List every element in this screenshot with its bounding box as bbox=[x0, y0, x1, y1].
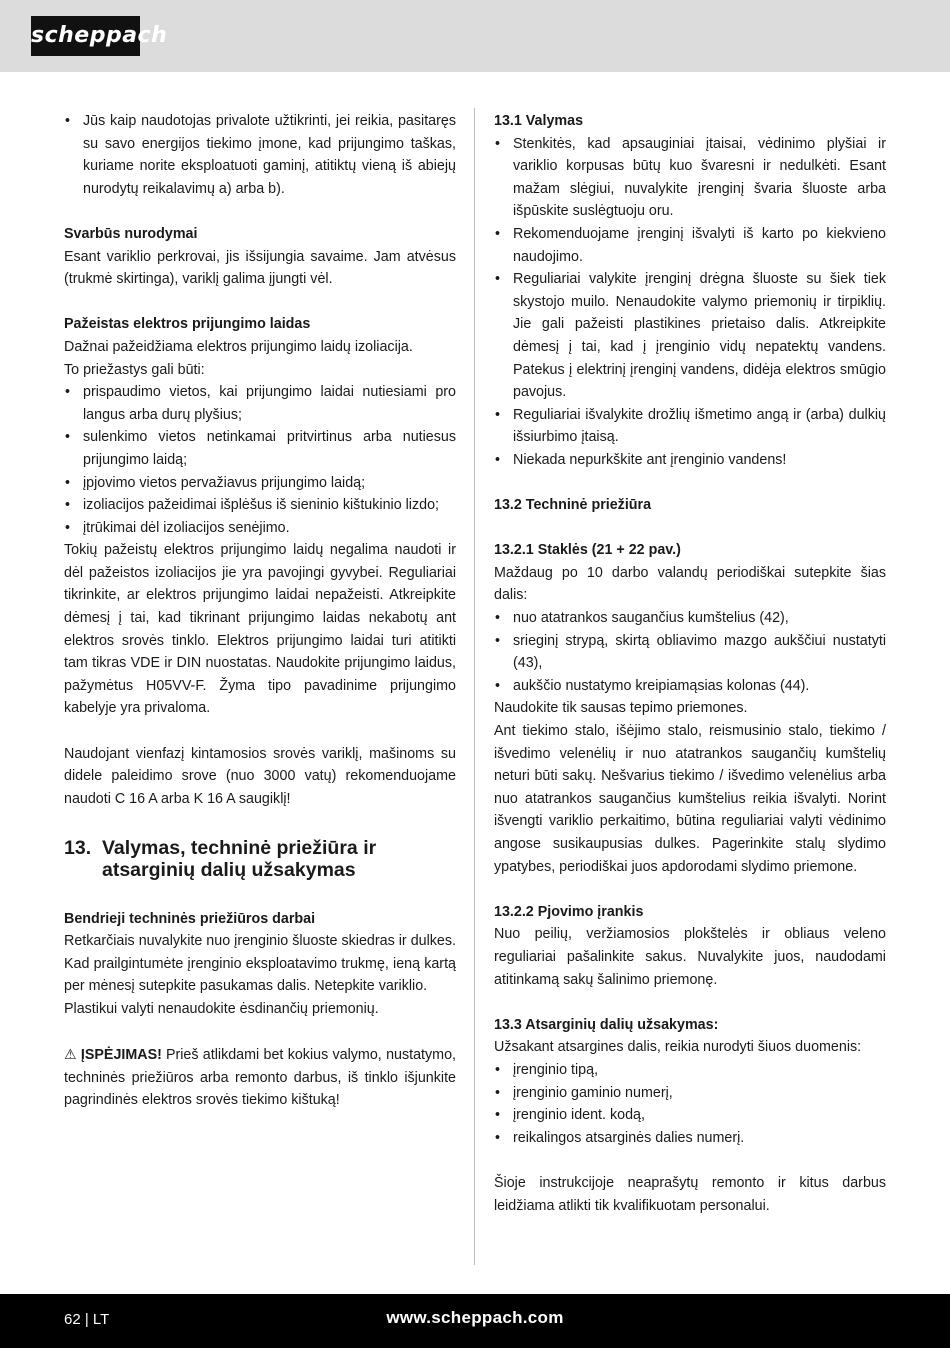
section-title-text: Valymas, techninė priežiūra ir atsarginių dalių užsakymas bbox=[102, 837, 377, 881]
cutting-tool-heading: 13.2.2 Pjovimo įrankis bbox=[494, 903, 644, 920]
stands-heading: 13.2.1 Staklės (21 + 22 pav.) bbox=[494, 542, 681, 559]
spare-parts-list bbox=[494, 1059, 886, 1149]
maintenance-heading: 13.2 Techninė priežiūra bbox=[494, 497, 652, 514]
cable-heading: Pažeistas elektros prijungimo laidas bbox=[64, 316, 311, 333]
left-column bbox=[64, 110, 456, 1112]
cutting-tool-text: Nuo peilių, veržiamosios plokštelės ir obliaus veleno reguliariai pašalinkite sakus. Nuvalykite juos, naudodami atitinkamą sakų šalinimo priemonę. bbox=[494, 926, 886, 988]
stands-list bbox=[494, 607, 886, 697]
right-column bbox=[494, 110, 886, 1217]
cleaning-list bbox=[494, 133, 886, 472]
warning-icon: ⚠ bbox=[64, 1046, 77, 1063]
warning-paragraph bbox=[64, 1043, 456, 1112]
section-title bbox=[64, 837, 456, 881]
list-item: • izoliacijos pažeidimai išplėšus iš sieninio kištukinio lizdo; bbox=[64, 494, 456, 517]
list-item: • Reguliariai valykite įrenginį drėgna šluoste su šiek tiek skystojo muilo. Nenaudokite valymo priemonių ir tirpiklių. Jie gali pažeisti plastikines prietaiso dalis. Atkreipkite dėmesį į tai, kad į įrenginio vidų nepatektų vandens. Patekus į elektrinį įrenginį vandens, didėja elektros smūgio pavojus. bbox=[494, 268, 886, 404]
list-item: • Niekada nepurkškite ant įrenginio vandens! bbox=[494, 449, 886, 472]
section-number: 13. bbox=[64, 837, 92, 859]
closing-text: Šioje instrukcijoje neaprašytų remonto ir kitus darbus leidžiama atlikti tik kvalifikuotam personalui. bbox=[494, 1174, 886, 1214]
list-item: • įrenginio tipą, bbox=[494, 1059, 886, 1082]
page-number: 62 | LT bbox=[64, 1311, 110, 1328]
spare-parts-heading: 13.3 Atsarginių dalių užsakymas: bbox=[494, 1016, 719, 1033]
list-item: • įtrūkimai dėl izoliacijos senėjimo. bbox=[64, 517, 456, 540]
warning-text: Prieš atlikdami bet kokius valymo, nustatymo, techninės priežiūros arba remonto darbus, iš tinklo išjunkite pagrindinės elektros srovės tiekimo kištuką! bbox=[64, 1047, 456, 1109]
general-maintenance-heading: Bendrieji techninės priežiūros darbai bbox=[64, 910, 316, 927]
list-item: • įrenginio ident. kodą, bbox=[494, 1104, 886, 1127]
motor-text: Naudojant vienfazį kintamosios srovės variklį, mašinoms su didele paleidimo srove (nuo 3000 vatų) rekomenduojame naudoti C 16 A arba K 16 A saugiklį! bbox=[64, 745, 456, 807]
cleaning-heading: 13.1 Valymas bbox=[494, 113, 584, 129]
list-item: • nuo atatrankos saugančius kumštelius (42), bbox=[494, 607, 886, 630]
warning-label: ĮSPĖJIMAS! bbox=[80, 1047, 162, 1064]
cable-text-1: Dažnai pažeidžiama elektros prijungimo laidų izoliacija. bbox=[64, 338, 413, 355]
stands-text-3: Ant tiekimo stalo, išėjimo stalo, reismusinio stalo, tiekimo / išvedimo velenėlių ir nuo atatrankos saugančių kumštelių neturi būti sakų. Nešvarius tiekimo / išvedimo velenėlius arba nuo atatrankos saugančius kumštelius reikia išvalyti. Norint išvengti variklio perkaitimo, būtina reguliariai valyti vėdinimo angose susikaupusias dulkes. Pagerinkite stalų slydimo ypatybes, periodiškai juos apdorodami slydimo priemone. bbox=[494, 723, 886, 875]
stands-text: Maždaug po 10 darbo valandų periodiškai sutepkite šias dalis: bbox=[494, 564, 886, 604]
general-text-2: Plastikui valyti nenaudokite ėsdinančių priemonių. bbox=[64, 1000, 379, 1017]
list-item: • įrenginio gaminio numerį, bbox=[494, 1082, 886, 1105]
important-text: Esant variklio perkrovai, jis išsijungia savaime. Jam atvėsus (trukmė skirtinga), variklį galima įjungti vėl. bbox=[64, 248, 456, 288]
intro-list bbox=[64, 110, 456, 200]
stands-text-2: Naudokite tik sausas tepimo priemones. bbox=[494, 700, 748, 717]
list-item: • sulenkimo vietos netinkamai pritvirtinus arba nutiesus prijungimo laidą; bbox=[64, 426, 456, 471]
brand-logo: scheppach bbox=[31, 16, 140, 56]
list-item: • Rekomenduojame įrenginį išvalyti iš karto po kiekvieno naudojimo. bbox=[494, 223, 886, 268]
cable-text-3: Tokių pažeistų elektros prijungimo laidų negalima naudoti ir dėl pažeistos izoliacijos jie yra pavojingi gyvybei. Reguliariai tikrinkite, ar elektros prijungimo laidai nepažeisti. Atkreipkite dėmesį į tai, kad tikrinant prijungimo laidas nekabotų ant elektros srovės tinklo. Elektros prijungimo laidai turi atitikti tam tikras VDE ir DIN nuostatas. Naudokite prijungimo laidus, pažymėtus H05VV-F. Žyma tipo pavadinime prijungimo kabelyje yra privaloma. bbox=[64, 542, 456, 717]
column-divider bbox=[474, 108, 475, 1265]
cable-text-2: To priežastys gali būti: bbox=[64, 361, 205, 378]
cable-causes-list bbox=[64, 381, 456, 539]
list-item: • Stenkitės, kad apsauginiai įtaisai, vėdinimo plyšiai ir variklio korpusas būtų kuo švaresni ir nedulkėti. Esant mažam slėgiui, nuvalykite įrenginį švaria šluoste arba išpūskite suslėgtuoju oru. bbox=[494, 133, 886, 223]
important-heading: Svarbūs nurodymai bbox=[64, 225, 198, 242]
page-header bbox=[0, 0, 950, 72]
list-item: • Reguliariai išvalykite drožlių išmetimo angą ir (arba) dulkių išsiurbimo įtaisą. bbox=[494, 404, 886, 449]
spare-parts-text: Užsakant atsargines dalis, reikia nurodyti šiuos duomenis: bbox=[494, 1039, 862, 1056]
list-item: • srieginį strypą, skirtą obliavimo mazgo aukščiui nustatyti (43), bbox=[494, 630, 886, 675]
list-item: • reikalingos atsarginės dalies numerį. bbox=[494, 1127, 886, 1150]
list-item: • prispaudimo vietos, kai prijungimo laidai nutiesiami pro langus arba durų plyšius; bbox=[64, 381, 456, 426]
list-item: • Jūs kaip naudotojas privalote užtikrinti, jei reikia, pasitaręs su savo energijos tiekimo įmone, kad prijungimo taškas, kuriame norite eksploatuoti gaminį, atitiktų vieną iš abiejų nurodytų reikalavimų a) arba b). bbox=[64, 110, 456, 200]
general-text-1: Retkarčiais nuvalykite nuo įrenginio šluoste skiedras ir dulkes. Kad prailgintumėte įrenginio eksploatavimo trukmę, ieną kartą per mėnesį sutepkite pasukamas dalis. Netepkite variklio. bbox=[64, 933, 456, 995]
page-footer bbox=[0, 1294, 950, 1348]
website-link[interactable]: www.scheppach.com bbox=[386, 1308, 564, 1327]
list-item: • įpjovimo vietos pervažiavus prijungimo laidą; bbox=[64, 472, 456, 495]
list-item: • aukščio nustatymo kreipiamąsias kolonas (44). bbox=[494, 675, 886, 698]
